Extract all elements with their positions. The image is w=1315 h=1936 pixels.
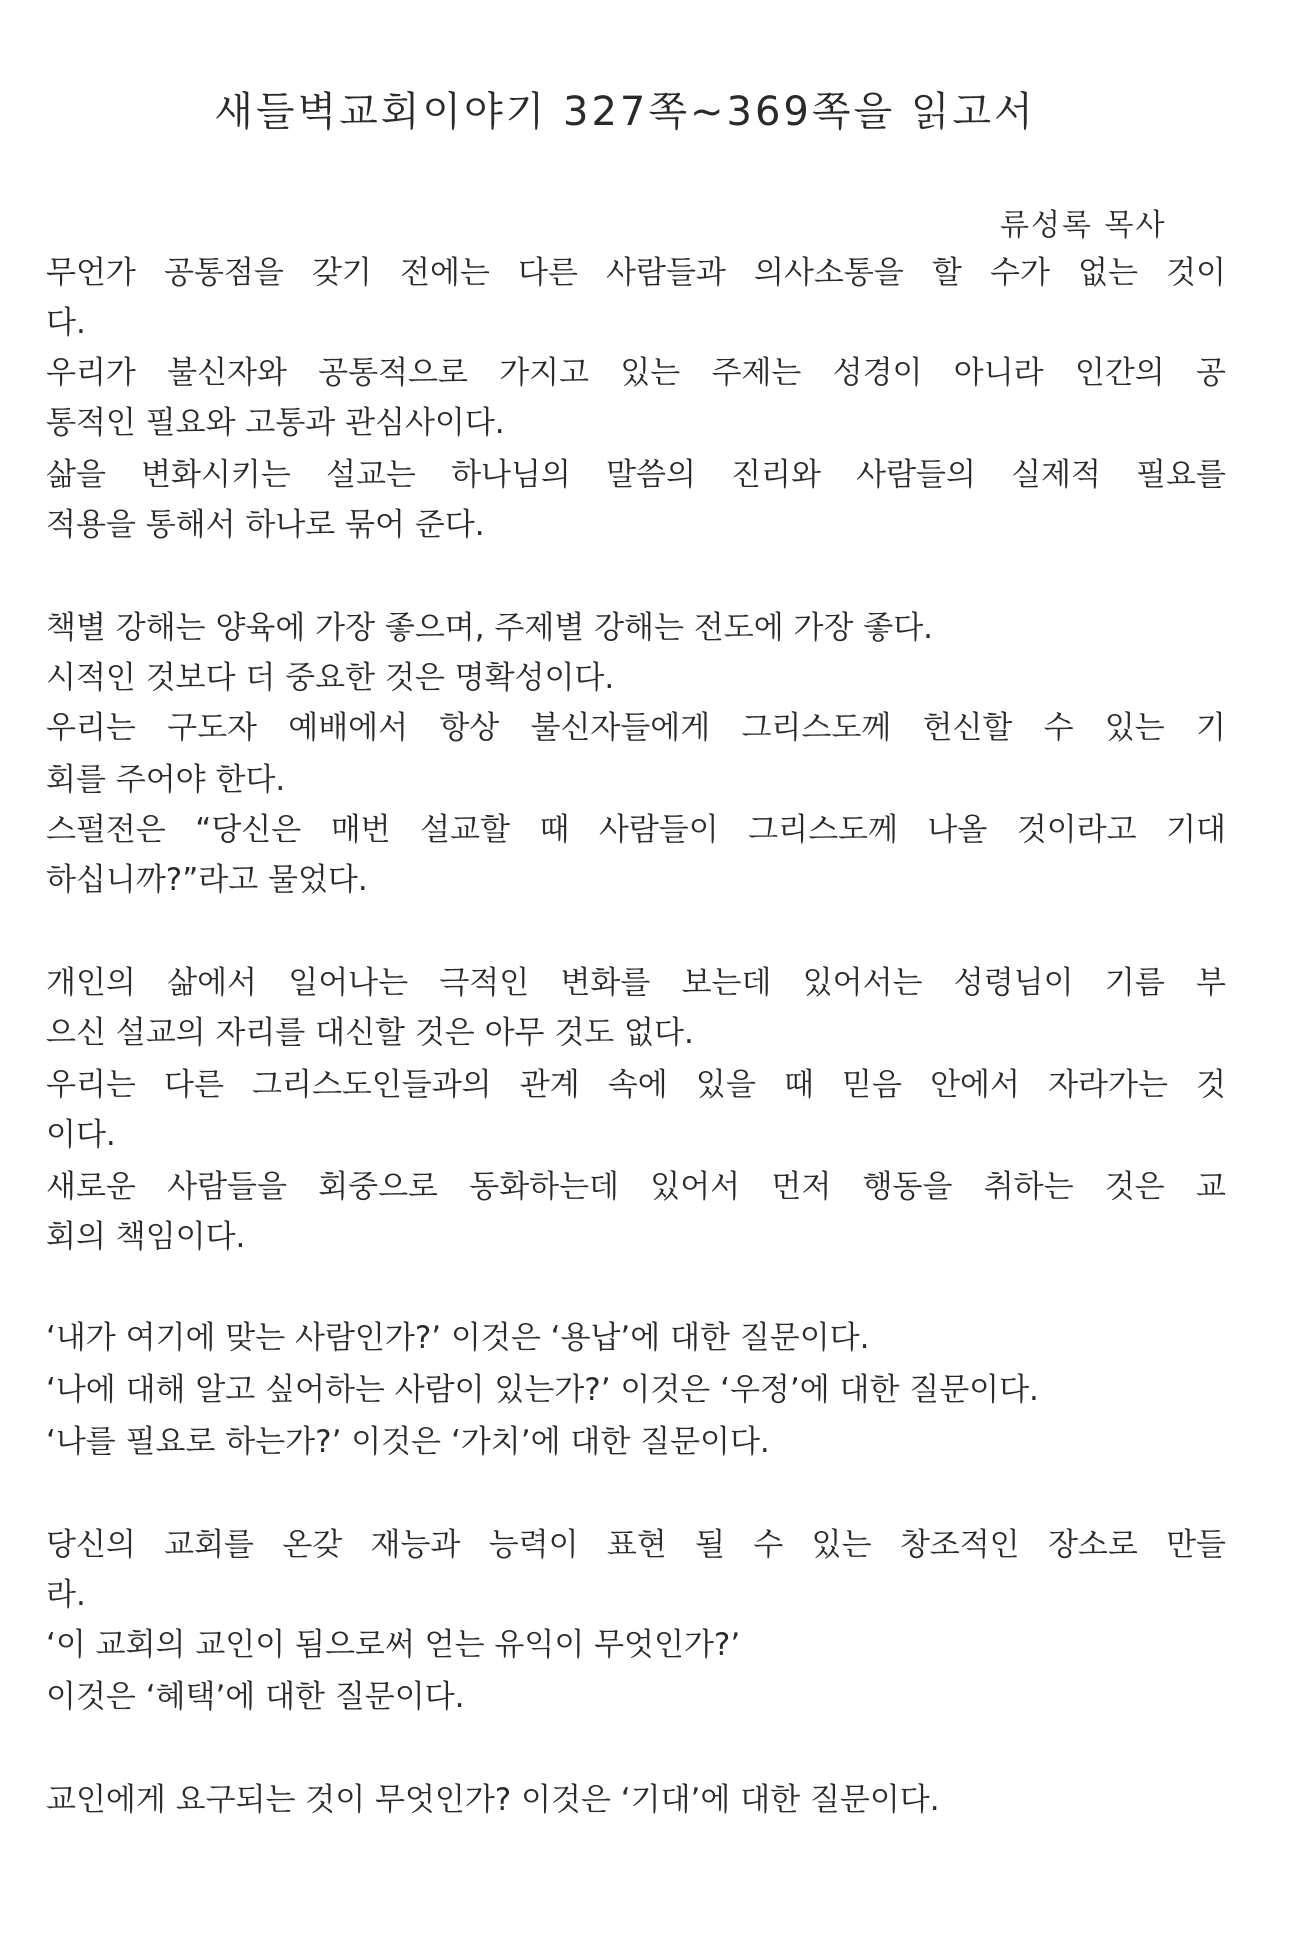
paragraph-line: 라. <box>46 1577 86 1613</box>
paragraph-line: 회의 책임이다. <box>46 1219 246 1255</box>
paragraph-line: 우리는 다른 그리스도인들과의 관계 속에 있을 때 믿음 안에서 자라가는 것 <box>46 1067 1226 1103</box>
paragraph-line: 당신의 교회를 온갖 재능과 능력이 표현 될 수 있는 창조적인 장소로 만들 <box>46 1527 1226 1563</box>
paragraph-line: 다. <box>46 305 86 341</box>
paragraph-line: ‘내가 여기에 맞는 사람인가?’ 이것은 ‘용납’에 대한 질문이다. <box>46 1320 870 1356</box>
paragraph-line: 무언가 공통점을 갖기 전에는 다른 사람들과 의사소통을 할 수가 없는 것이 <box>46 255 1226 291</box>
paragraph-line: ‘나에 대해 알고 싶어하는 사람이 있는가?’ 이것은 ‘우정’에 대한 질문이다. <box>46 1372 1039 1408</box>
paragraph-line: 적용을 통해서 하나로 묶어 준다. <box>46 507 485 543</box>
paragraph-line: 새로운 사람들을 회중으로 동화하는데 있어서 먼저 행동을 취하는 것은 교 <box>46 1169 1226 1205</box>
paragraph-line: 우리는 구도자 예배에서 항상 불신자들에게 그리스도께 헌신할 수 있는 기 <box>46 710 1226 746</box>
paragraph-line: ‘이 교회의 교인이 됨으로써 얻는 유익이 무엇인가?’ <box>46 1627 741 1663</box>
paragraph-line: 으신 설교의 자리를 대신할 것은 아무 것도 없다. <box>46 1015 694 1051</box>
paragraph-line: 이것은 ‘혜택’에 대한 질문이다. <box>46 1679 465 1715</box>
paragraph-line: 회를 주어야 한다. <box>46 762 286 798</box>
paragraph-line: 책별 강해는 양육에 가장 좋으며, 주제별 강해는 전도에 가장 좋다. <box>46 610 933 646</box>
paragraph-line: 스펄전은 “당신은 매번 설교할 때 사람들이 그리스도께 나올 것이라고 기대 <box>46 812 1226 848</box>
paragraph-line: 시적인 것보다 더 중요한 것은 명확성이다. <box>46 660 615 696</box>
document-author: 류성록 목사 <box>1000 208 1167 243</box>
paragraph-line: 이다. <box>46 1117 116 1153</box>
paragraph-line: 하십니까?”라고 물었다. <box>46 862 368 898</box>
paragraph-line: 삶을 변화시키는 설교는 하나님의 말씀의 진리와 사람들의 실제적 필요를 <box>46 457 1226 493</box>
paragraph-line: ‘나를 필요로 하는가?’ 이것은 ‘가치’에 대한 질문이다. <box>46 1424 770 1460</box>
paragraph-line: 통적인 필요와 고통과 관심사이다. <box>46 405 505 441</box>
paragraph-line: 개인의 삶에서 일어나는 극적인 변화를 보는데 있어서는 성령님이 기름 부 <box>46 965 1226 1001</box>
paragraph-line: 교인에게 요구되는 것이 무엇인가? 이것은 ‘기대’에 대한 질문이다. <box>46 1782 940 1818</box>
paragraph-line: 우리가 불신자와 공통적으로 가지고 있는 주제는 성경이 아니라 인간의 공 <box>46 355 1226 391</box>
document-title: 새들벽교회이야기 327쪽~369쪽을 읽고서 <box>214 89 1036 135</box>
